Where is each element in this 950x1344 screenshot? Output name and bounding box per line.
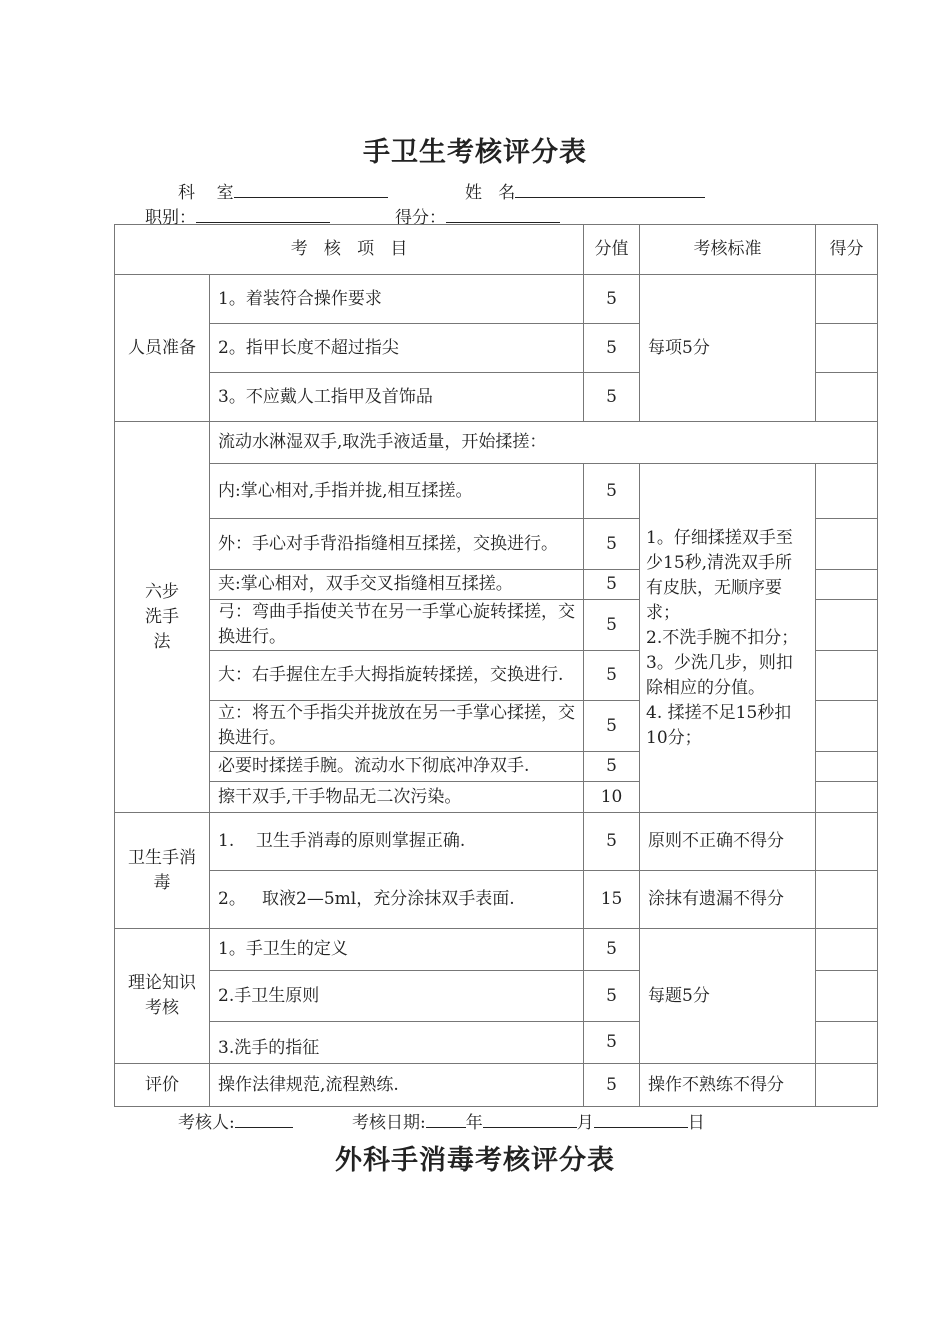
section-label-disinfect: 卫生手消 毒	[115, 813, 210, 929]
header-score: 得分	[816, 225, 878, 275]
item-text: 1。着装符合操作要求	[210, 275, 584, 324]
department-label: 科 室	[178, 183, 234, 203]
header-row	[115, 225, 878, 275]
year-label: 年	[465, 1113, 483, 1133]
section-label-wash: 六步 洗手 法	[115, 422, 210, 813]
score-cell[interactable]	[816, 929, 878, 971]
score-blank[interactable]	[446, 206, 560, 223]
table-row	[115, 422, 878, 464]
page-title: 手卫生考核评分表	[363, 137, 587, 168]
score-cell[interactable]	[816, 324, 878, 373]
score-cell[interactable]	[816, 600, 878, 651]
item-text: 操作法律规范,流程熟练.	[210, 1064, 584, 1107]
score-cell[interactable]	[816, 782, 878, 813]
item-text: 外：手心对手背沿指缝相互揉搓，交换进行。	[210, 519, 584, 570]
score-table	[114, 224, 878, 1107]
item-points: 5	[584, 752, 640, 782]
department-field	[178, 178, 388, 203]
item-points: 5	[584, 1022, 640, 1064]
item-text: 2。指甲长度不超过指尖	[210, 324, 584, 373]
item-points: 5	[584, 813, 640, 871]
table-row	[115, 275, 878, 324]
date-field	[352, 1108, 705, 1133]
name-label: 姓 名	[465, 183, 516, 203]
item-text: 1。手卫生的定义	[210, 929, 584, 971]
item-text: 夹:掌心相对，双手交叉指缝相互揉搓。	[210, 570, 584, 600]
position-label: 职别：	[145, 208, 196, 228]
month-blank[interactable]	[483, 1111, 577, 1128]
score-cell[interactable]	[816, 752, 878, 782]
wash-intro: 流动水淋湿双手,取洗手液适量，开始揉搓：	[210, 422, 878, 464]
item-points: 5	[584, 324, 640, 373]
item-points: 5	[584, 275, 640, 324]
section-label-prep: 人员准备	[115, 275, 210, 422]
item-points: 5	[584, 1064, 640, 1107]
section-label-evaluation: 评价	[115, 1064, 210, 1107]
score-cell[interactable]	[816, 519, 878, 570]
score-cell[interactable]	[816, 813, 878, 871]
header-points: 分值	[584, 225, 640, 275]
department-blank[interactable]	[234, 181, 388, 198]
table-row	[115, 929, 878, 971]
item-text: 大：右手握住左手大拇指旋转揉搓，交换进行.	[210, 651, 584, 701]
month-label: 月	[576, 1113, 594, 1133]
item-text: 3。不应戴人工指甲及首饰品	[210, 373, 584, 422]
score-cell[interactable]	[816, 570, 878, 600]
item-points: 5	[584, 971, 640, 1022]
day-label: 日	[687, 1113, 705, 1133]
score-label: 得分：	[395, 208, 446, 228]
examiner-blank[interactable]	[235, 1111, 293, 1128]
criteria-cell: 操作不熟练不得分	[640, 1064, 816, 1107]
item-points: 5	[584, 929, 640, 971]
item-points: 5	[584, 701, 640, 752]
criteria-cell: 原则不正确不得分	[640, 813, 816, 871]
year-blank[interactable]	[426, 1111, 466, 1128]
name-field	[465, 178, 705, 203]
item-points: 5	[584, 570, 640, 600]
item-points: 15	[584, 871, 640, 929]
table-row	[115, 464, 878, 519]
day-blank[interactable]	[594, 1111, 688, 1128]
criteria-wash: 1。仔细揉搓双手至少15秒,清洗双手所有皮肤，无顺序要求； 2.不洗手腕不扣分； 3。少洗几步，则扣除相应的分值。 4. 揉搓不足15秒扣10分；	[640, 464, 816, 813]
header-item: 考 核 项 目	[115, 225, 584, 275]
item-text: 擦干双手,干手物品无二次污染。	[210, 782, 584, 813]
score-cell[interactable]	[816, 464, 878, 519]
section-label-theory: 理论知识 考核	[115, 929, 210, 1064]
next-section-title: 外科手消毒考核评分表	[335, 1145, 615, 1176]
criteria-prep: 每项5分	[640, 275, 816, 422]
score-cell[interactable]	[816, 373, 878, 422]
item-text: 2.手卫生原则	[210, 971, 584, 1022]
examiner-field	[178, 1108, 293, 1133]
item-points: 5	[584, 651, 640, 701]
item-text: 内:掌心相对,手指并拢,相互揉搓。	[210, 464, 584, 519]
score-cell[interactable]	[816, 275, 878, 324]
score-cell[interactable]	[816, 971, 878, 1022]
item-points: 5	[584, 464, 640, 519]
table-row	[115, 813, 878, 871]
item-points: 5	[584, 600, 640, 651]
examiner-label: 考核人:	[178, 1113, 235, 1133]
header-criteria: 考核标准	[640, 225, 816, 275]
score-cell[interactable]	[816, 701, 878, 752]
criteria-cell: 涂抹有遗漏不得分	[640, 871, 816, 929]
score-cell[interactable]	[816, 1064, 878, 1107]
criteria-theory: 每题5分	[640, 929, 816, 1064]
item-text: 1. 卫生手消毒的原则掌握正确.	[210, 813, 584, 871]
score-cell[interactable]	[816, 651, 878, 701]
name-blank[interactable]	[515, 181, 705, 198]
item-text: 3.洗手的指征	[210, 1022, 584, 1064]
item-points: 5	[584, 373, 640, 422]
item-text: 立：将五个手指尖并拢放在另一手掌心揉搓，交换进行。	[210, 701, 584, 752]
date-label: 考核日期:	[352, 1113, 426, 1133]
item-text: 必要时揉搓手腕。流动水下彻底冲净双手.	[210, 752, 584, 782]
score-cell[interactable]	[816, 871, 878, 929]
item-points: 10	[584, 782, 640, 813]
score-cell[interactable]	[816, 1022, 878, 1064]
position-blank[interactable]	[196, 206, 330, 223]
item-points: 5	[584, 519, 640, 570]
item-text: 弓：弯曲手指使关节在另一手掌心旋转揉搓，交换进行。	[210, 600, 584, 651]
table-row	[115, 1064, 878, 1107]
item-text: 2。 取液2—5ml，充分涂抹双手表面.	[210, 871, 584, 929]
table-row	[115, 871, 878, 929]
